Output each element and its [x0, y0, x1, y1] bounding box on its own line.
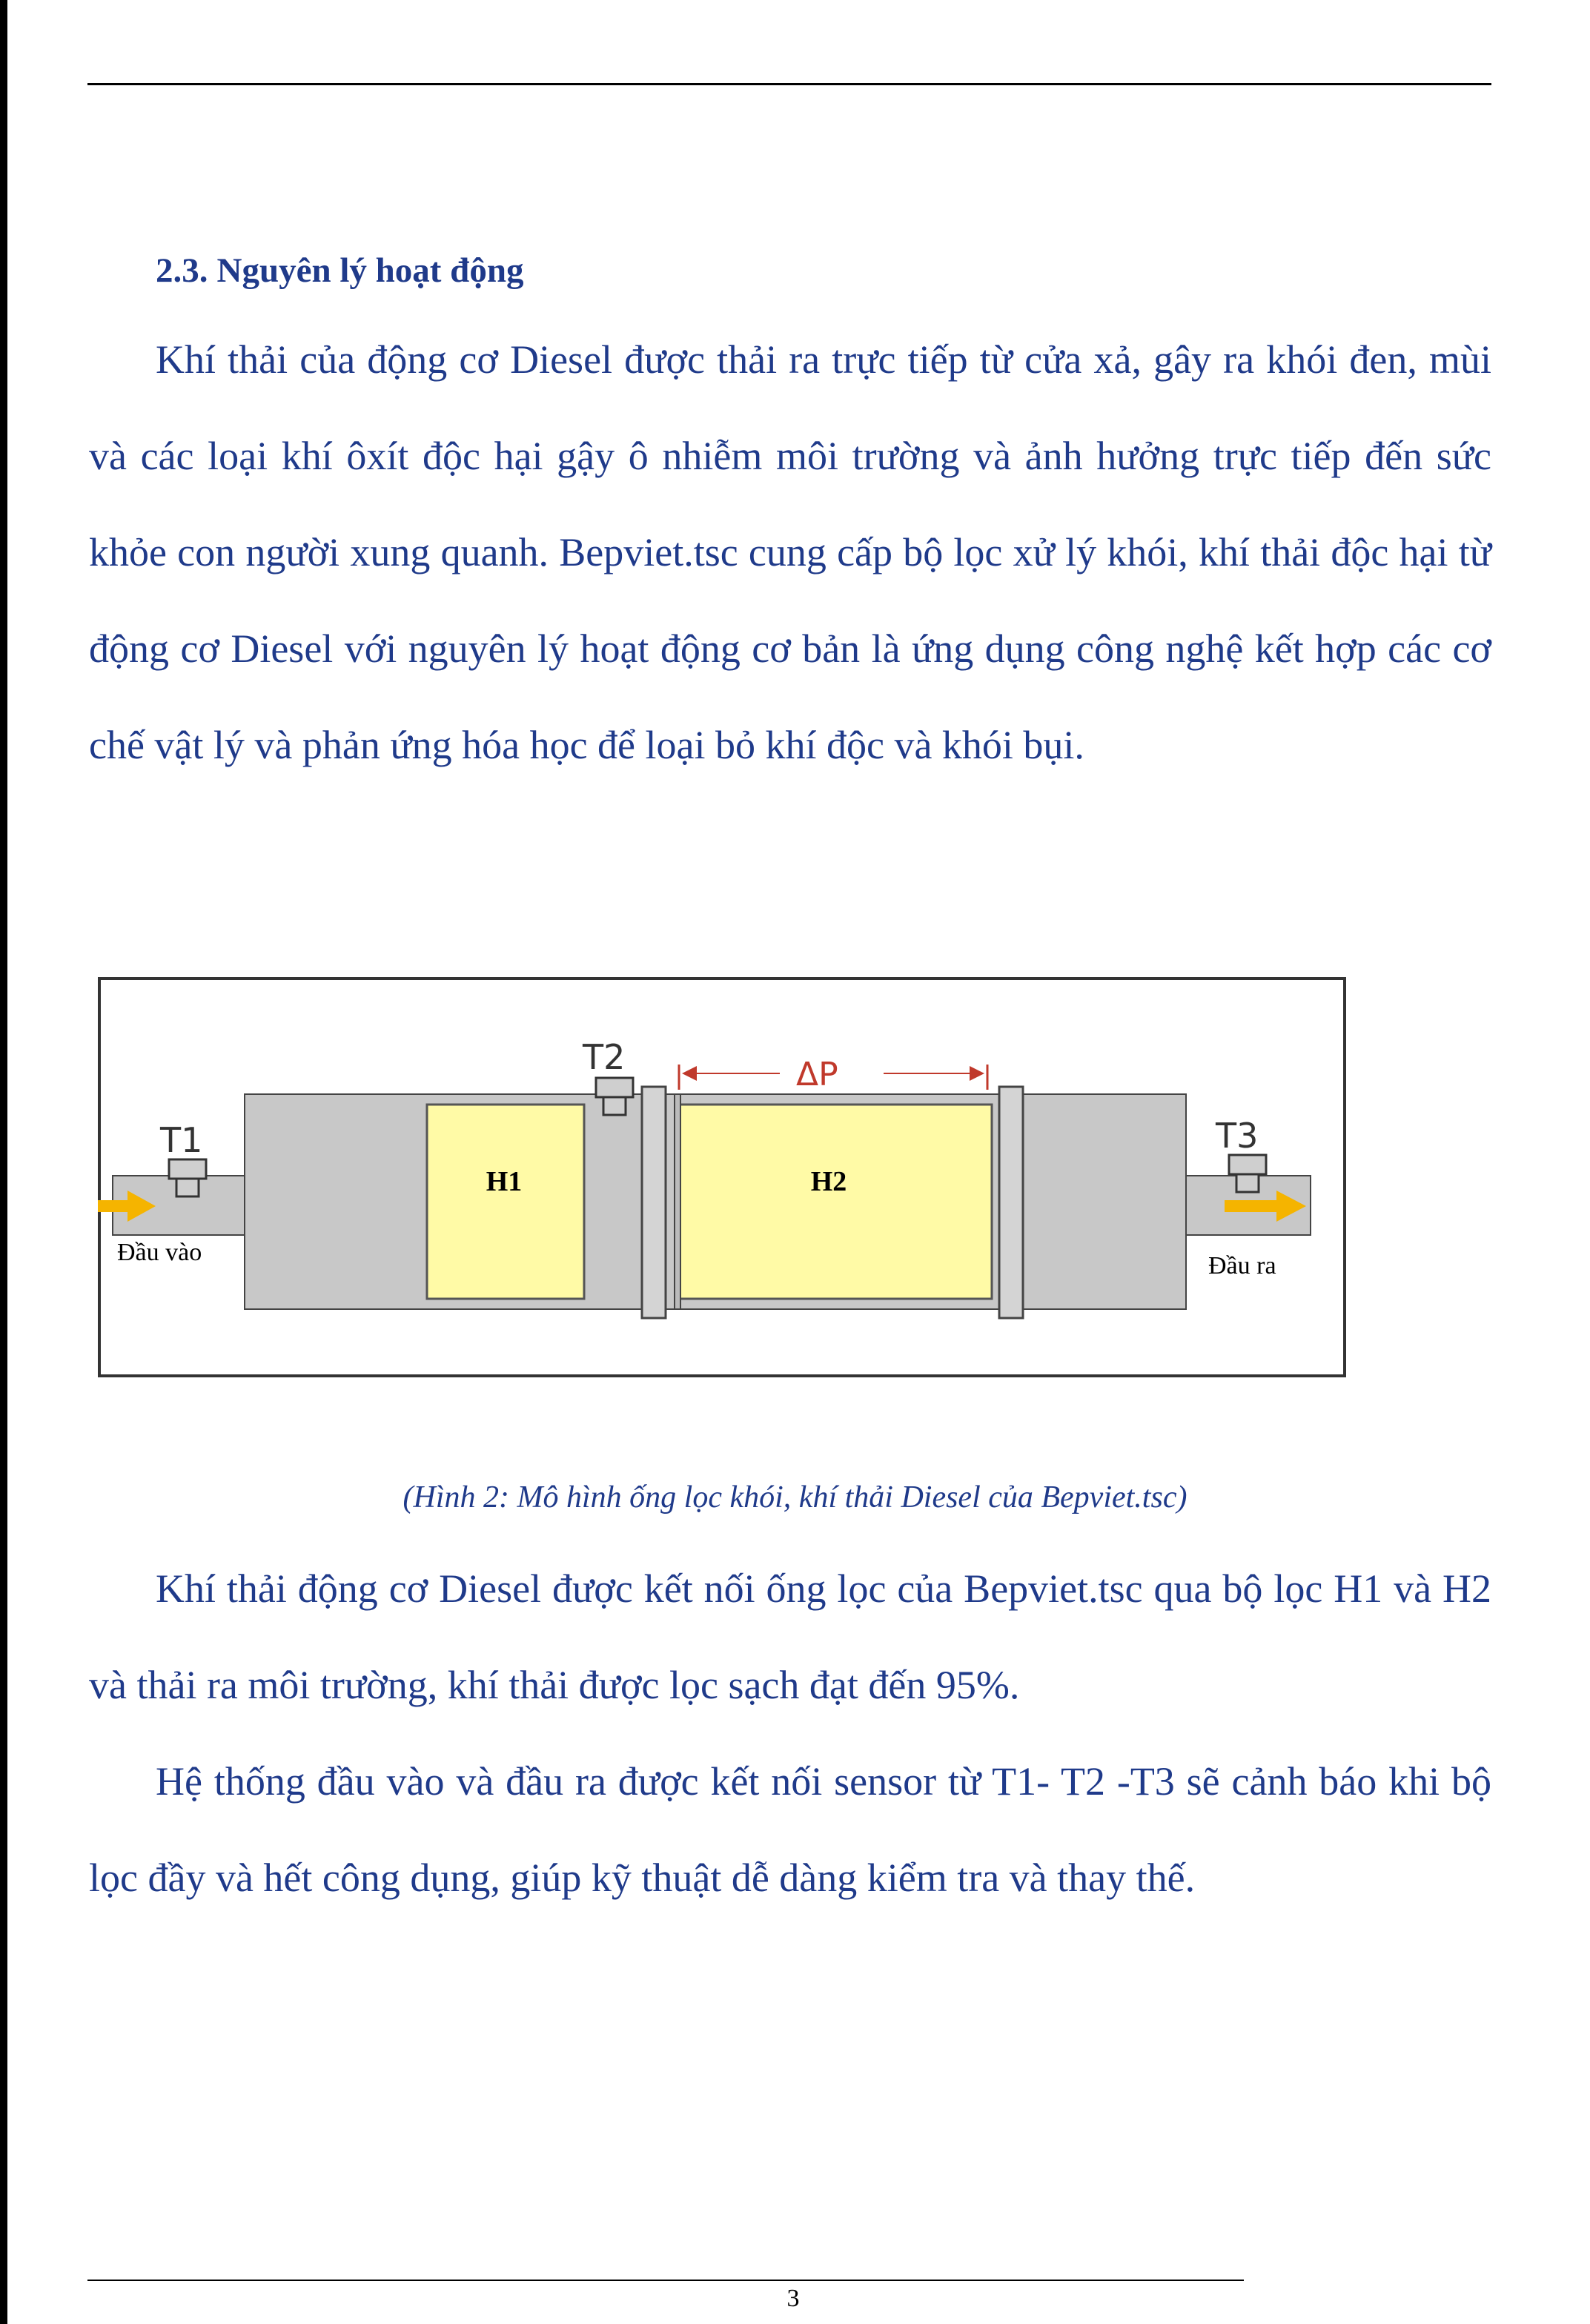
label-inlet: Đầu vào — [117, 1239, 202, 1266]
label-t3: T3 — [1216, 1116, 1259, 1156]
filter-diagram — [98, 977, 1346, 1377]
paragraph-filter-result: Khí thải động cơ Diesel được kết nối ống lọc của Bepviet.tsc qua bộ lọc H1 và H2 và thải ra môi trường, khí thải được lọc sạch đạt đến 95%. — [89, 1566, 1491, 1707]
label-t1: T1 — [160, 1120, 203, 1160]
label-h1: H1 — [486, 1166, 523, 1197]
label-outlet: Đầu ra — [1208, 1252, 1276, 1279]
paragraph-intro: Khí thải của động cơ Diesel được thải ra trực tiếp từ cửa xả, gây ra khói đen, mùi và các loại khí ôxít độc hại gậy ô nhiễm môi trường và ảnh hưởng trực tiếp đến sức khỏe con người xung quanh. Bepviet.tsc cung cấp bộ lọc xử lý khói, khí thải độc hại từ động cơ Diesel với nguyên lý hoạt động cơ bản là ứng dụng công nghệ kết hợp các cơ chế vật lý và phản ứng hóa học để loại bỏ khí độc và khói bụi. — [89, 337, 1491, 767]
page-number: 3 — [786, 2285, 800, 2312]
header-rule — [87, 83, 1491, 85]
filter-h1 — [427, 1105, 584, 1299]
filter-h2 — [679, 1105, 992, 1299]
paragraph-sensor-system: Hệ thống đầu vào và đầu ra được kết nối sensor từ T1- T2 -T3 sẽ cảnh báo khi bộ lọc đầy và hết công dụng, giúp kỹ thuật dễ dàng kiểm tra và thay thế. — [89, 1759, 1491, 1900]
section-heading — [156, 251, 523, 291]
label-h2: H2 — [810, 1166, 847, 1197]
label-delta-p: ΔP — [796, 1056, 838, 1093]
section-number: 2.3. — [156, 251, 208, 290]
figure-caption: (Hình 2: Mô hình ống lọc khói, khí thải Diesel của Bepviet.tsc) — [403, 1480, 1187, 1514]
left-margin-bar — [0, 0, 7, 2324]
section-title: Nguyên lý hoạt động — [216, 251, 524, 290]
flange-right — [999, 1087, 1023, 1318]
label-t2: T2 — [583, 1037, 626, 1077]
footer-rule — [87, 2280, 1244, 2281]
flange-left — [642, 1087, 666, 1318]
flange-middle — [675, 1094, 680, 1309]
